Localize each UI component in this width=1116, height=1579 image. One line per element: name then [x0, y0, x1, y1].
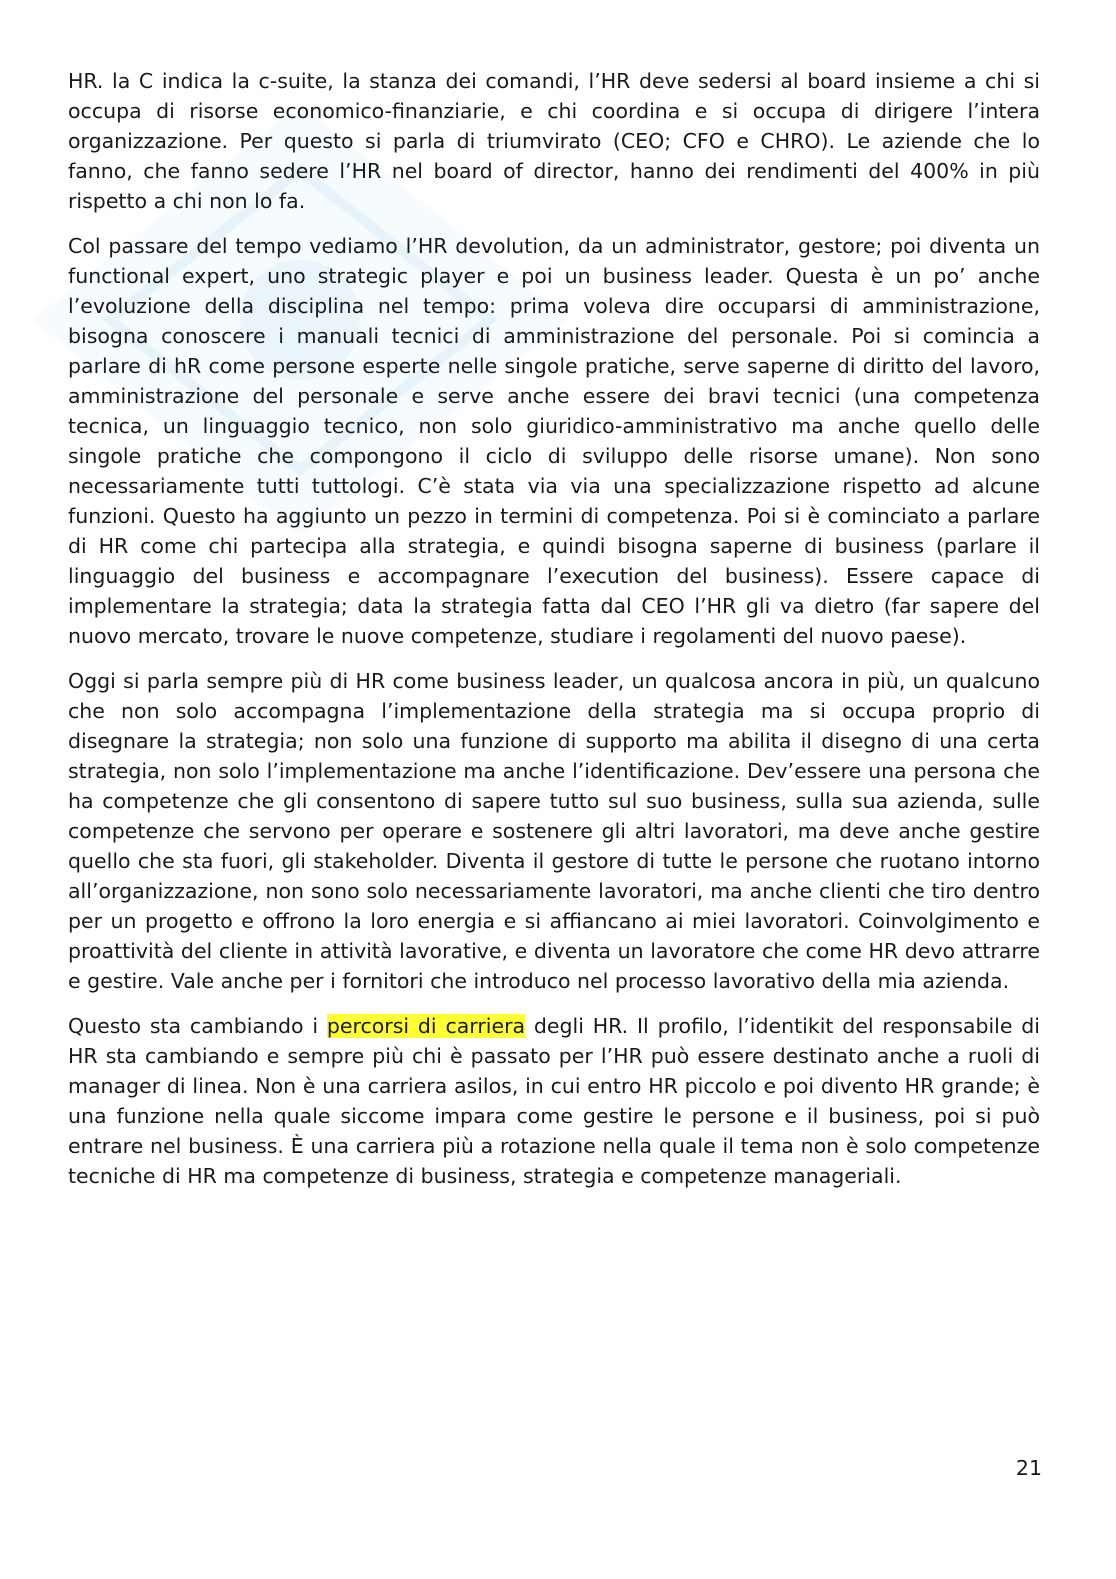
page-number: 21 [1015, 1456, 1042, 1480]
document-body [68, 66, 1040, 1206]
highlighted-phrase: percorsi di carriera [326, 1014, 526, 1038]
paragraph-4 [68, 1011, 1040, 1191]
paragraph-2: Col passare del tempo vediamo l’HR devolution, da un administrator, gestore; poi diventa un functional expert, uno strategic player e poi un business leader. Questa è un po’ anche l’evoluzione della disciplina nel tempo: prima voleva dire occuparsi di amministrazione, bisogna conoscere i manuali tecnici di amministrazione del personale. Poi si comincia a parlare di hR come persone esperte nelle singole pratiche, serve saperne di diritto del lavoro, amministrazione del personale e serve anche essere dei bravi tecnici (una competenza tecnica, un linguaggio tecnico, non solo giuridico-amministrativo ma anche quello delle singole pratiche che compongono il ciclo di sviluppo delle risorse umane). Non sono necessariamente tutti tuttologi. C’è stata via via una specializzazione rispetto ad alcune funzioni. Questo ha aggiunto un pezzo in termini di competenza. Poi si è cominciato a parlare di HR come chi partecipa alla strategia, e quindi bisogna saperne di business (parlare il linguaggio del business e accompagnare l’execution del business). Essere capace di implementare la strategia; data la strategia fatta dal CEO l’HR gli va dietro (far sapere del nuovo mercato, trovare le nuove competenze, studiare i regolamenti del nuovo paese). [68, 234, 1040, 648]
paragraph-1: HR. la C indica la c-suite, la stanza dei comandi, l’HR deve sedersi al board insieme a chi si occupa di risorse economico-finanziarie, e chi coordina e si occupa di dirigere l’intera organizzazione. Per questo si parla di triumvirato (CEO; CFO e CHRO). Le aziende che lo fanno, che fanno sedere l’HR nel board of director, hanno dei rendimenti del 400% in più rispetto a chi non lo fa. [68, 69, 1040, 213]
paragraph-3: Oggi si parla sempre più di HR come business leader, un qualcosa ancora in più, un qualcuno che non solo accompagna l’implementazione della strategia ma si occupa proprio di disegnare la strategia; non solo una funzione di supporto ma abilita il disegno di una certa strategia, non solo l’implementazione ma anche l’identificazione. Dev’essere una persona che ha competenze che gli consentono di sapere tutto sul suo business, sulla sua azienda, sulle competenze che servono per operare e sostenere gli altri lavoratori, ma deve anche gestire quello che sta fuori, gli stakeholder. Diventa il gestore di tutte le persone che ruotano intorno all’organizzazione, non sono solo necessariamente lavoratori, ma anche clienti che tiro dentro per un progetto e offrono la loro energia e si affiancano ai miei lavoratori. Coinvolgimento e proattività del cliente in attività lavorative, e diventa un lavoratore che come HR devo attrarre e gestire. Vale anche per i fornitori che introduco nel processo lavorativo della mia azienda. [68, 669, 1040, 993]
paragraph-4-end: degli HR. Il profilo, l’identikit del responsabile di HR sta cambiando e sempre più chi è passato per l’HR può essere destinato anche a ruoli di manager di linea. Non è una carriera asilos, in cui entro HR piccolo e poi divento HR grande; è una funzione nella quale siccome impara come gestire le persone e il business, poi si può entrare nel business. È una carriera più a rotazione nella quale il tema non è solo competenze tecniche di HR ma competenze di business, strategia e competenze manageriali. [68, 1014, 1041, 1188]
paragraph-4-start: Questo sta cambiando i [68, 1014, 327, 1038]
